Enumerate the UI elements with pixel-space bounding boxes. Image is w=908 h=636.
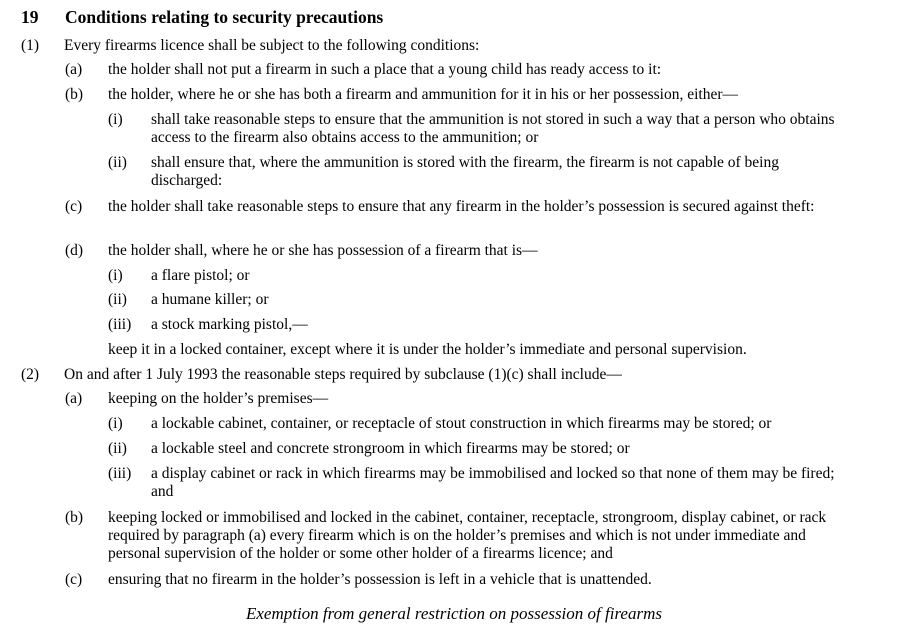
subclause-text: Every firearms licence shall be subject to the following conditions: — [64, 37, 480, 54]
paragraph-text: the holder shall, where he or she has possession of a firearm that is— — [108, 242, 538, 259]
paragraph-label: (a) — [65, 61, 83, 78]
paragraph-label: (b) — [65, 509, 84, 526]
subparagraph-text: shall ensure that, where the ammunition is stored with the firearm, the firearm is not capable of being discharged: — [151, 154, 779, 189]
paragraph-text: the holder shall not put a firearm in such a place that a young child has ready access to it: — [108, 61, 662, 78]
subparagraph-text: a display cabinet or rack in which firearms may be immobilised and locked so that none of them may be fired; and — [151, 465, 835, 500]
section-heading — [21, 7, 383, 27]
paragraph-text: the holder, where he or she has both a firearm and ammunition for it in his or her possession, either— — [108, 86, 738, 103]
paragraph-text: the holder shall take reasonable steps to ensure that any firearm in the holder’s possession is secured against theft: — [108, 198, 815, 215]
paragraph-label: (b) — [65, 86, 84, 103]
subparagraph-label: (ii) — [108, 440, 127, 457]
paragraph-label: (d) — [65, 242, 84, 259]
paragraph-1d-continuation: keep it in a locked container, except where it is under the holder’s immediate and personal supervision. — [108, 341, 747, 358]
subparagraph-text: a lockable cabinet, container, or receptacle of stout construction in which firearms may be stored; or — [151, 415, 772, 432]
paragraph-label: (a) — [65, 390, 83, 407]
subparagraph-label: (iii) — [108, 316, 132, 333]
subparagraph-text: a lockable steel and concrete strongroom in which firearms may be stored; or — [151, 440, 630, 457]
paragraph-text: keeping on the holder’s premises— — [108, 390, 329, 407]
subparagraph-label: (ii) — [108, 291, 127, 308]
subparagraph-label: (ii) — [108, 154, 127, 171]
paragraph-label: (c) — [65, 571, 83, 588]
subparagraph-label: (iii) — [108, 465, 132, 482]
subclause-label: (2) — [21, 366, 40, 383]
subclause-label: (1) — [21, 37, 40, 54]
subparagraph-text: a stock marking pistol,— — [151, 316, 308, 333]
subparagraph-label: (i) — [108, 267, 123, 284]
section-title: Conditions relating to security precautions — [65, 7, 384, 27]
subparagraph-text: shall take reasonable steps to ensure that the ammunition is not stored in such a way that a person who obtains access to the firearm also obtains access to the ammunition; or — [151, 111, 835, 146]
subparagraph-label: (i) — [108, 111, 123, 128]
subparagraph-text: a humane killer; or — [151, 291, 269, 308]
subparagraph-text: a flare pistol; or — [151, 267, 250, 284]
subparagraph-label: (i) — [108, 415, 123, 432]
paragraph-label: (c) — [65, 198, 83, 215]
next-section-heading: Exemption from general restriction on possession of firearms — [245, 604, 662, 623]
section-number: 19 — [21, 7, 39, 27]
paragraph-text: ensuring that no firearm in the holder’s possession is left in a vehicle that is unattended. — [108, 571, 652, 588]
subclause-text: On and after 1 July 1993 the reasonable steps required by subclause (1)(c) shall include— — [64, 366, 622, 383]
paragraph-text: keeping locked or immobilised and locked in the cabinet, container, receptacle, strongroom, display cabinet, or rack required by paragraph (a) every firearm which is on the holder’s premises and which is not under immediate and personal supervision of the holder or some other holder of a firearms licence; and — [108, 509, 827, 562]
